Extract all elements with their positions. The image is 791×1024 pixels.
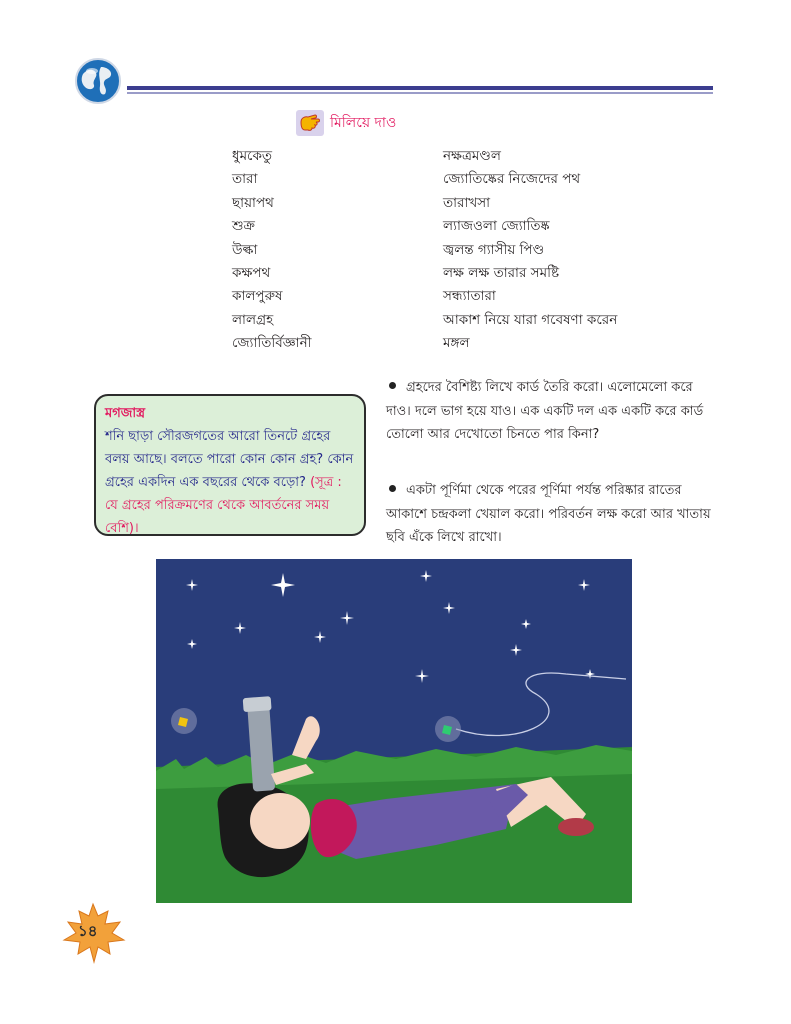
brain-teaser-hint: (সূত্র : যে গ্রহের পরিক্রমণের থেকে আবর্তনের সময় বেশি)। — [105, 475, 342, 536]
match-left-item: উল্কা — [232, 241, 258, 258]
match-left-item: তারা — [232, 171, 258, 188]
activity-text: গ্রহদের বৈশিষ্ট্য লিখে কার্ড তৈরি করো। এলোমেলো করে দাও। দলে ভাগ হয়ে যাও। এক একটি দল এক একটি করে কার্ড তোলো আর দেখোতো চিনতে পার কিনা? — [386, 380, 704, 442]
match-right-item: মঙ্গল — [443, 335, 470, 352]
activity-item — [386, 479, 716, 550]
match-left-item: ছায়াপথ — [232, 194, 274, 211]
match-left-item: ধুমকেতু — [232, 148, 273, 164]
match-right-item: সন্ধ্যাতারা — [443, 288, 496, 305]
globe-icon — [75, 58, 121, 104]
match-title: মিলিয়ে দাও — [330, 115, 397, 131]
page-number-badge — [60, 902, 126, 964]
match-left-column — [232, 145, 312, 356]
header-rule — [127, 86, 713, 90]
match-right-item: ল্যাজওলা জ্যোতিষ্ক — [443, 218, 550, 235]
match-left-item: কালপুরুষ — [232, 288, 283, 305]
header-rule-thin — [127, 92, 713, 94]
brain-teaser-title: মগজাস্ত্র — [105, 406, 146, 421]
bullet-icon — [389, 485, 396, 492]
match-right-item: জ্বলন্ত গ্যাসীয় পিণ্ড — [443, 241, 545, 258]
stargazing-illustration — [156, 559, 632, 903]
match-left-item: জ্যোতির্বিজ্ঞানী — [232, 335, 312, 352]
match-right-item: লক্ষ লক্ষ তারার সমষ্টি — [443, 264, 560, 281]
activity-text: একটা পূর্ণিমা থেকে পরের পূর্ণিমা পর্যন্ত পরিষ্কার রাতের আকাশে চন্দ্রকলা খেয়াল করো। পরিবর্তন লক্ষ করো আর খাতায় ছবি এঁকে লিখে রাখো। — [386, 483, 711, 545]
match-right-column — [443, 145, 617, 356]
match-right-item: জ্যোতিষ্কের নিজেদের পথ — [443, 171, 581, 188]
match-left-item: কক্ষপথ — [232, 264, 271, 281]
match-right-item: আকাশ নিয়ে যারা গবেষণা করেন — [443, 311, 618, 328]
brain-teaser-text: শনি ছাড়া সৌরজগতের আরো তিনটে গ্রহের বলয় আছে। বলতে পারো কোন কোন গ্রহ? কোন গ্রহের একদিন এক বছরের থেকে বড়ো? — [105, 429, 354, 490]
match-left-item: শুক্র — [232, 218, 255, 235]
page-number: ১৪ — [78, 922, 98, 940]
match-right-item: তারাখসা — [443, 194, 491, 211]
activity-item — [386, 376, 716, 447]
hand-pointing-icon — [296, 110, 324, 136]
bullet-icon — [389, 382, 396, 389]
match-right-item: নক্ষত্রমণ্ডল — [443, 148, 501, 164]
brain-teaser-box — [94, 394, 366, 536]
match-left-item: লালগ্রহ — [232, 311, 274, 328]
match-heading — [296, 110, 396, 136]
